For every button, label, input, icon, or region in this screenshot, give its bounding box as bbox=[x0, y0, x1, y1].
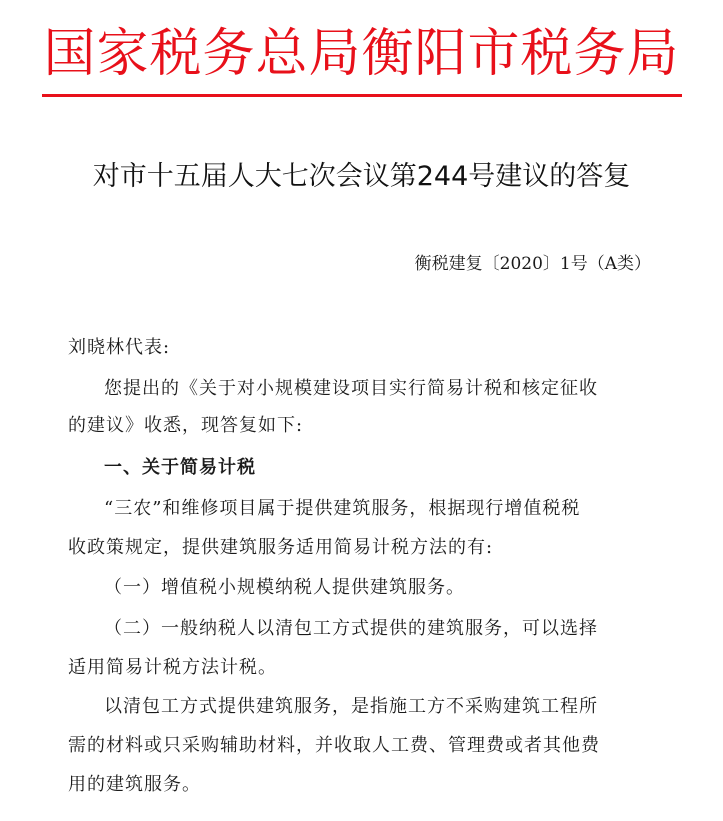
paragraph-1-line-2: 的建议》收悉，现答复如下: bbox=[68, 415, 304, 436]
list-item-1: （一）增值税小规模纳税人提供建筑服务。 bbox=[104, 577, 465, 598]
list-item-2-line-1: （二）一般纳税人以清包工方式提供的建筑服务，可以选择 bbox=[104, 618, 598, 639]
paragraph-3-line-2: 需的材料或只采购辅助材料，并收取人工费、管理费或者其他费 bbox=[68, 735, 600, 756]
paragraph-2-line-2: 收政策规定，提供建筑服务适用简易计税方法的有: bbox=[68, 537, 494, 558]
paragraph-3-line-3: 用的建筑服务。 bbox=[68, 774, 201, 795]
section-1-heading: 一、关于简易计税 bbox=[104, 457, 256, 478]
masthead-red-rule bbox=[42, 94, 682, 97]
document-number: 衡税建复〔2020〕1号（A类） bbox=[414, 254, 651, 274]
salutation: 刘晓林代表: bbox=[68, 337, 171, 358]
paragraph-3-line-1: 以清包工方式提供建筑服务，是指施工方不采购建筑工程所 bbox=[104, 696, 598, 717]
list-item-2-line-2: 适用简易计税方法计税。 bbox=[68, 657, 277, 678]
paragraph-2-line-1: “三农”和维修项目属于提供建筑服务，根据现行增值税税 bbox=[104, 498, 581, 519]
document-title: 对市十五届人大七次会议第244号建议的答复 bbox=[92, 161, 631, 192]
paragraph-1-line-1: 您提出的《关于对小规模建设项目实行简易计税和核定征收 bbox=[104, 378, 598, 399]
agency-masthead: 国家税务总局衡阳市税务局 bbox=[43, 24, 680, 84]
